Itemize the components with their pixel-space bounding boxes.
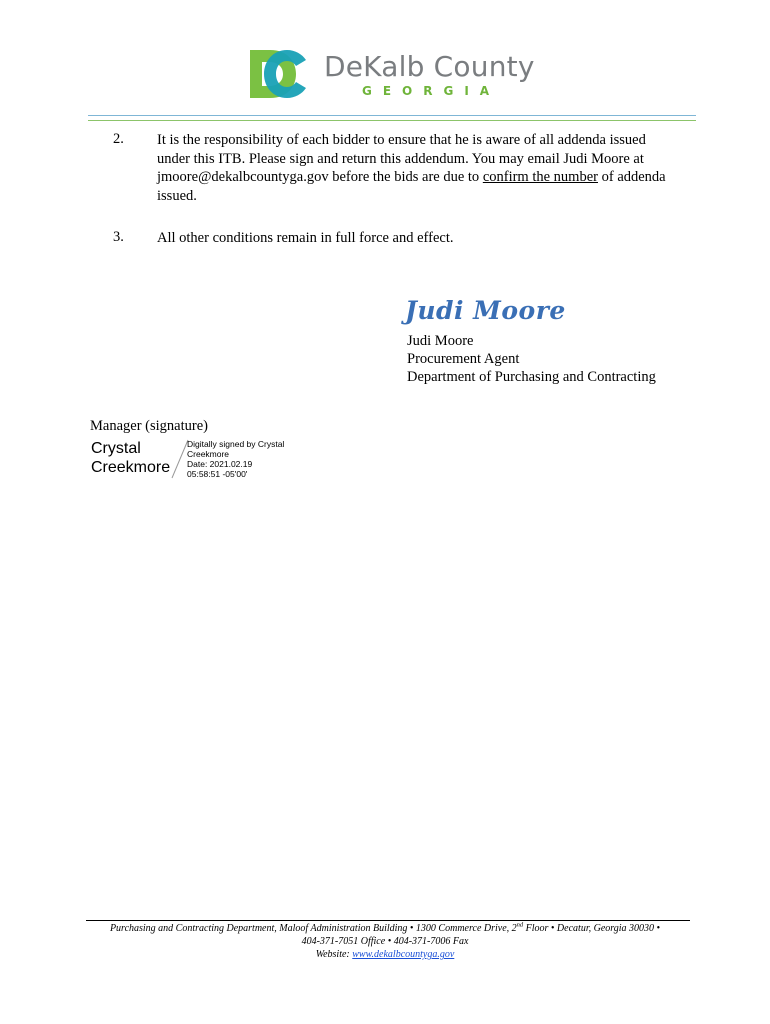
digital-signature-name-line: Crystal <box>91 440 141 457</box>
footer-address-part: Purchasing and Contracting Department, Maloof Administration Building • 1300 Commerce Drive, 2 <box>109 923 517 934</box>
item-number: 2. <box>113 131 124 147</box>
signer-department: Department of Purchasing and Contracting <box>407 369 656 385</box>
item-number: 3. <box>113 229 124 245</box>
footer-address-part: Floor • Decatur, Georgia 30030 • <box>523 923 661 934</box>
dc-logo-mark-icon <box>248 46 312 102</box>
footer-superscript: nd <box>516 921 524 929</box>
digital-signature-name-line: Creekmore <box>91 459 171 476</box>
item-text-line: All other conditions remain in full force and effect. <box>157 230 454 246</box>
header-rule-green <box>88 120 696 121</box>
footer-rule <box>86 920 690 921</box>
item-text-span: of addenda <box>597 169 666 185</box>
website-link[interactable]: www.dekalbcountyga.gov <box>352 949 455 960</box>
signer-title: Procurement Agent <box>407 351 520 367</box>
footer-website-label: Website: <box>315 949 353 960</box>
logo-state-name: GEORGIA <box>362 84 501 98</box>
item-text <box>157 229 697 248</box>
handwritten-signature: Judi Moore <box>405 296 566 325</box>
item-text-line: under this ITB. Please sign and return this addendum. You may email Judi Moore at <box>157 150 644 167</box>
logo-county-name: DeKalb County <box>324 50 535 83</box>
item-text <box>157 131 697 205</box>
digital-signature-detail: 05:58:51 -05'00' <box>187 469 248 479</box>
footer-address <box>60 923 710 934</box>
item-text-span: jmoore@dekalbcountyga.gov before the bids are due to <box>157 169 483 185</box>
dekalb-county-logo <box>248 46 538 104</box>
item-text-line: issued. <box>157 187 197 204</box>
header-rule-blue <box>88 115 696 116</box>
item-text-line: It is the responsibility of each bidder to ensure that he is aware of all addenda issued <box>157 132 646 148</box>
digital-signature-detail: Date: 2021.02.19 <box>187 459 253 469</box>
footer-phone: 404-371-7051 Office • 404-371-7006 Fax <box>301 936 469 947</box>
digital-signature-detail: Creekmore <box>187 449 230 459</box>
signer-name: Judi Moore <box>407 333 474 349</box>
manager-signature-label: Manager (signature) <box>90 418 208 434</box>
footer-website <box>60 949 710 960</box>
confirm-number-underlined: confirm the number <box>482 169 598 185</box>
digital-signature-detail: Digitally signed by Crystal <box>187 439 285 449</box>
item-text-line <box>157 168 697 187</box>
